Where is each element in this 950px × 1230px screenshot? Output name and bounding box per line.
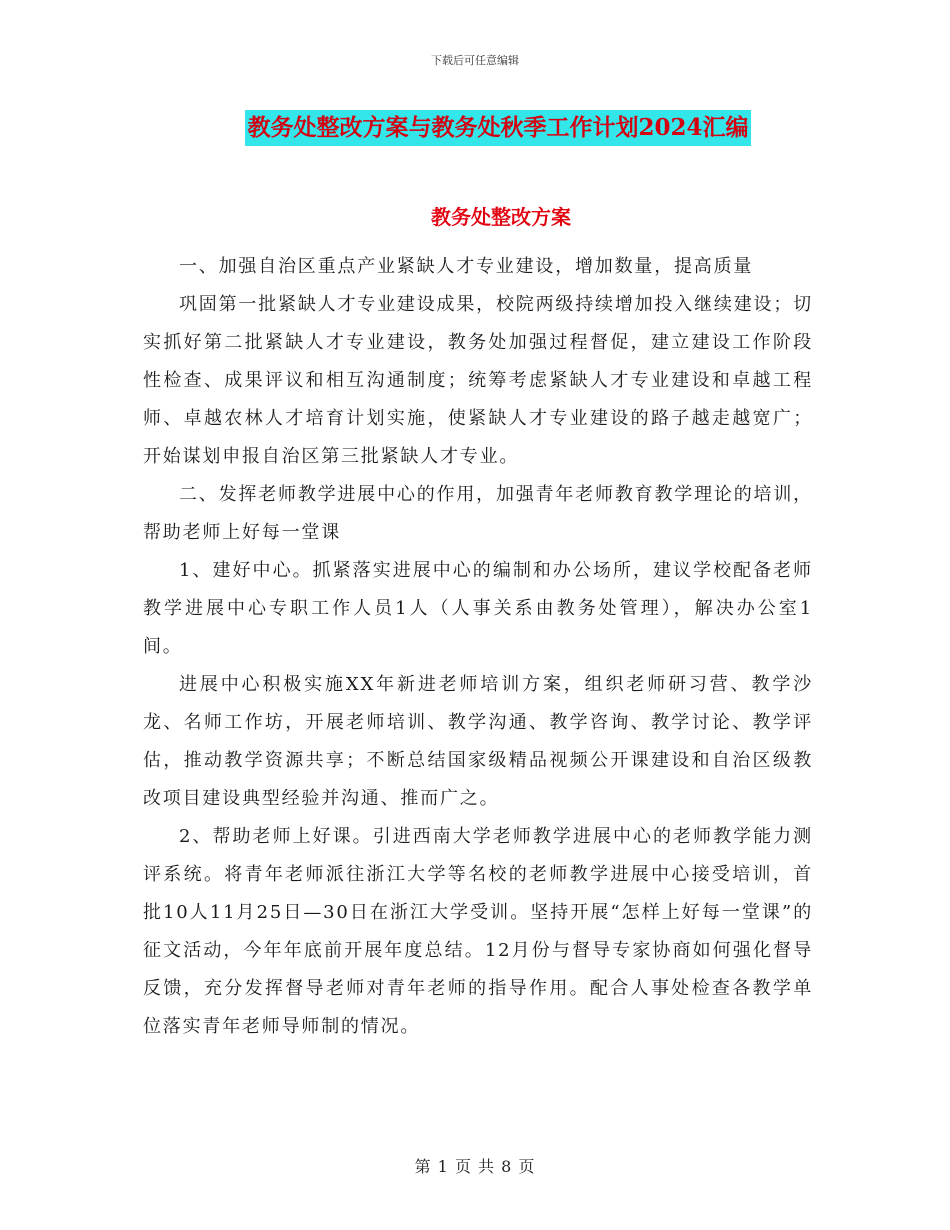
- paragraph: 1、建好中心。抓紧落实进展中心的编制和办公场所，建议学校配备老师教学进展中心专职工作人员1人（人事关系由教务处管理），解决办公室1间。: [143, 560, 813, 657]
- paragraph: 进展中心积极实施XX年新进老师培训方案，组织老师研习营、教学沙龙、名师工作坊，开展老师培训、教学沟通、教学咨询、教学讨论、教学评估，推动教学资源共享；不断总结国家级精品视频公开课建设和自治区级教改项目建设典型经验并沟通、推而广之。: [143, 674, 813, 809]
- paragraph: 2、帮助老师上好课。引进西南大学老师教学进展中心的老师教学能力测评系统。将青年老师派往浙江大学等名校的老师教学进展中心接受培训，首批10人11月25日—30日在浙江大学受训。坚持开展“怎样上好每一堂课”的征文活动，今年年底前开展年度总结。12月份与督导专家协商如何强化督导反馈，充分发挥督导老师对青年老师的指导作用。配合人事处检查各教学单位落实青年老师导师制的情况。: [143, 826, 813, 1037]
- document-title: 教务处整改方案与教务处秋季工作计划2024汇编: [245, 110, 750, 146]
- section-title: 教务处整改方案: [431, 205, 571, 229]
- paragraph-heading-1: 一、加强自治区重点产业紧缺人才专业建设，增加数量，提高质量: [179, 256, 754, 277]
- page-header-note: 下载后可任意编辑: [431, 54, 519, 67]
- document-title-container: [0, 110, 950, 146]
- paragraph: 巩固第一批紧缺人才专业建设成果，校院两级持续增加投入继续建设；切实抓好第二批紧缺人才专业建设，教务处加强过程督促，建立建设工作阶段性检查、成果评议和相互沟通制度；统筹考虑紧缺人才专业建设和卓越工程师、卓越农林人才培育计划实施，使紧缺人才专业建设的路子越走越宽广；开始谋划申报自治区第三批紧缺人才专业。: [143, 294, 813, 467]
- paragraph-heading-2: 二、发挥老师教学进展中心的作用，加强青年老师教育教学理论的培训，帮助老师上好每一堂课: [143, 484, 813, 543]
- document-body: [143, 248, 813, 1046]
- page-number-footer: 第 1 页 共 8 页: [414, 1157, 536, 1176]
